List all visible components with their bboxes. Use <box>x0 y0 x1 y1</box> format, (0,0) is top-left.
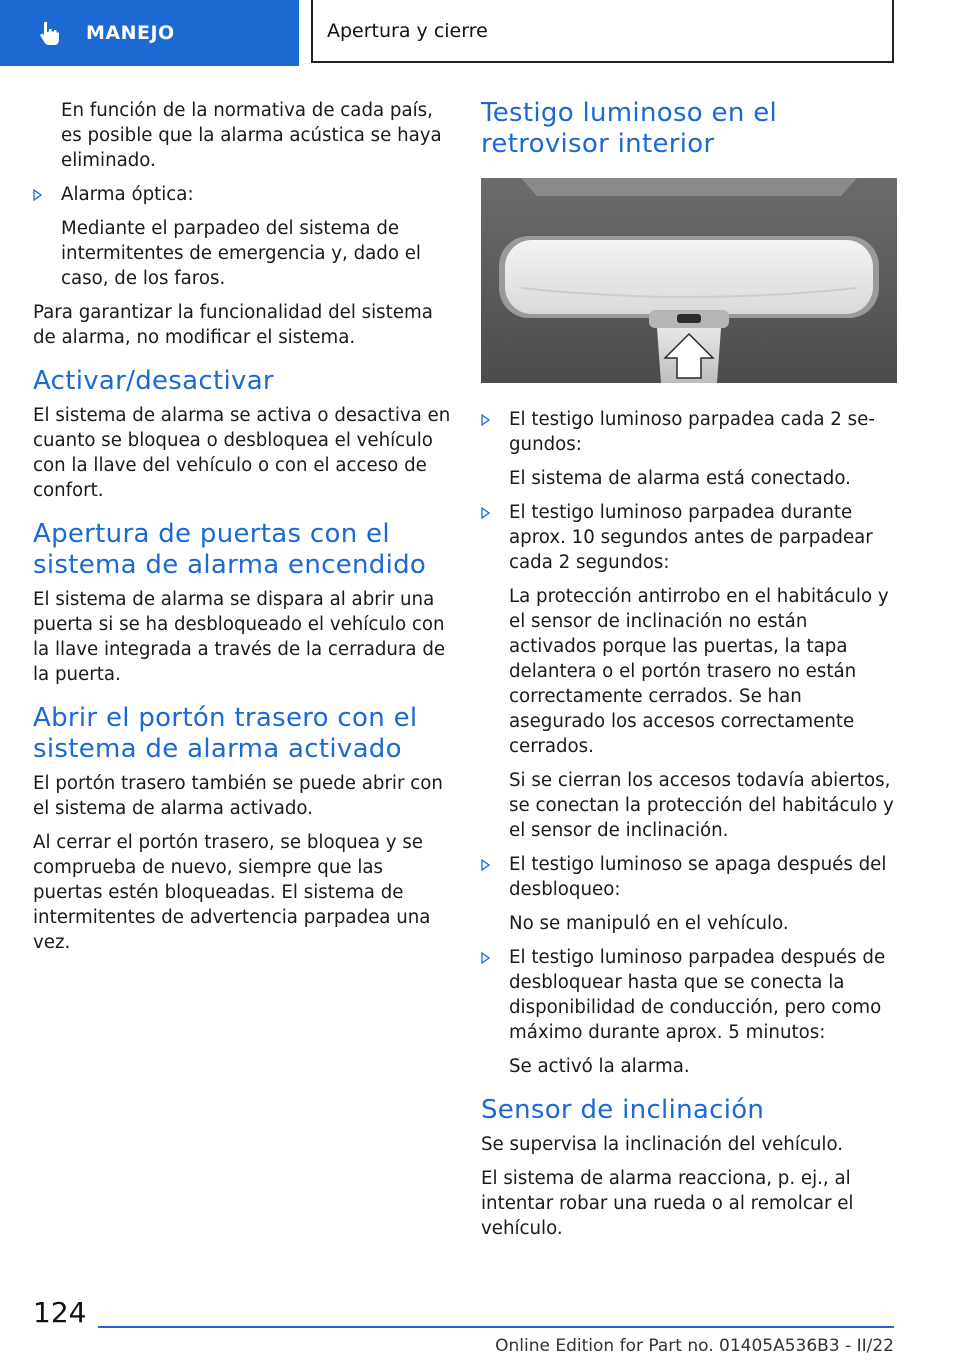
edition-note: Online Edition for Part no. 01405A536B3 - II/22 <box>495 1336 894 1356</box>
bullet-description: No se manipuló en el vehículo. <box>509 913 789 934</box>
paragraph: El sistema de alarma reacciona, p. ej., al intentar robar una rueda o al remolcar el vehículo. <box>481 1168 854 1239</box>
bullet-description: Si se cierran los accesos todavía abiertos, se conectan la protección del habitáculo y el sensor de inclinación. <box>509 770 894 841</box>
bullet-description: Se activó la alarma. <box>509 1056 690 1077</box>
list-item <box>481 407 899 457</box>
heading-apertura: Apertura de puertas con el sistema de alarma encendido <box>33 519 427 580</box>
intro-continuation: En función de la normativa de cada país, es posible que la alarma acústica se haya eliminado. <box>61 100 442 171</box>
heading-porton: Abrir el portón trasero con el sistema de alarma activado <box>33 703 418 764</box>
footer-divider <box>98 1326 894 1328</box>
triangle-bullet-icon <box>481 507 490 519</box>
right-column <box>481 98 899 1250</box>
chapter-label: Apertura y cierre <box>327 19 488 42</box>
bullet-text: Alarma óptica: <box>61 184 194 205</box>
page-header <box>0 0 960 66</box>
chapter-tab[interactable] <box>311 0 894 63</box>
bullet-text: El testigo luminoso parpadea cada 2 segundos: <box>509 409 875 455</box>
bullet-text: El testigo luminoso parpadea durante aprox. 10 segundos antes de parpadear cada 2 segundos: <box>509 502 873 573</box>
bullet-description: El sistema de alarma está conectado. <box>509 468 851 489</box>
bullet-text: El testigo luminoso se apaga después del desbloqueo: <box>509 854 887 900</box>
section-label: MANEJO <box>86 22 175 44</box>
paragraph: El portón trasero también se puede abrir con el sistema de alarma activado. <box>33 773 443 819</box>
bullet-text: El testigo luminoso parpadea después de desbloquear hasta que se conecta la disponibilidad de conducción, pero como máximo durante aprox. 5 minutos: <box>509 947 886 1043</box>
paragraph: Para garantizar la funcionalidad del sistema de alarma, no modificar el sistema. <box>33 302 433 348</box>
section-tab[interactable] <box>0 0 299 66</box>
paragraph: El sistema de alarma se dispara al abrir una puerta si se ha desbloqueado el vehículo con la llave integrada a través de la cerradura de la puerta. <box>33 589 446 685</box>
list-item <box>33 182 451 207</box>
list-item <box>481 852 899 902</box>
paragraph: Al cerrar el portón trasero, se bloquea y se comprueba de nuevo, siempre que las puertas estén bloqueadas. El sistema de intermitentes de advertencia parpadea una vez. <box>33 832 431 953</box>
triangle-bullet-icon <box>481 952 490 964</box>
list-item <box>481 945 899 1045</box>
triangle-bullet-icon <box>481 859 490 871</box>
heading-testigo: Testigo luminoso en el retrovisor interior <box>481 98 778 159</box>
list-item <box>481 500 899 575</box>
left-column <box>33 98 451 964</box>
hand-pointer-icon <box>36 18 66 48</box>
bullet-description: La protección antirrobo en el habitáculo y el sensor de inclinación no están activados porque las puertas, la tapa delantera o el portón trasero no están correctamente cerrados. Se han asegurado los accesos correctamente cerrados. <box>509 586 889 757</box>
bullet-description: Mediante el parpadeo del sistema de intermitentes de emergencia y, dado el caso, de los faros. <box>61 218 421 289</box>
triangle-bullet-icon <box>481 414 490 426</box>
heading-sensor: Sensor de inclinación <box>481 1095 765 1125</box>
rearview-mirror-figure <box>481 178 897 383</box>
paragraph: El sistema de alarma se activa o desactiva en cuanto se bloquea o desbloquea el vehículo con la llave del vehículo o con el acceso de confort. <box>33 405 451 501</box>
heading-activar: Activar/desactivar <box>33 366 274 396</box>
triangle-bullet-icon <box>33 189 42 201</box>
rearview-mirror-illustration <box>481 178 897 383</box>
paragraph: Se supervisa la inclinación del vehículo. <box>481 1134 844 1155</box>
page-number: 124 <box>33 1296 87 1329</box>
